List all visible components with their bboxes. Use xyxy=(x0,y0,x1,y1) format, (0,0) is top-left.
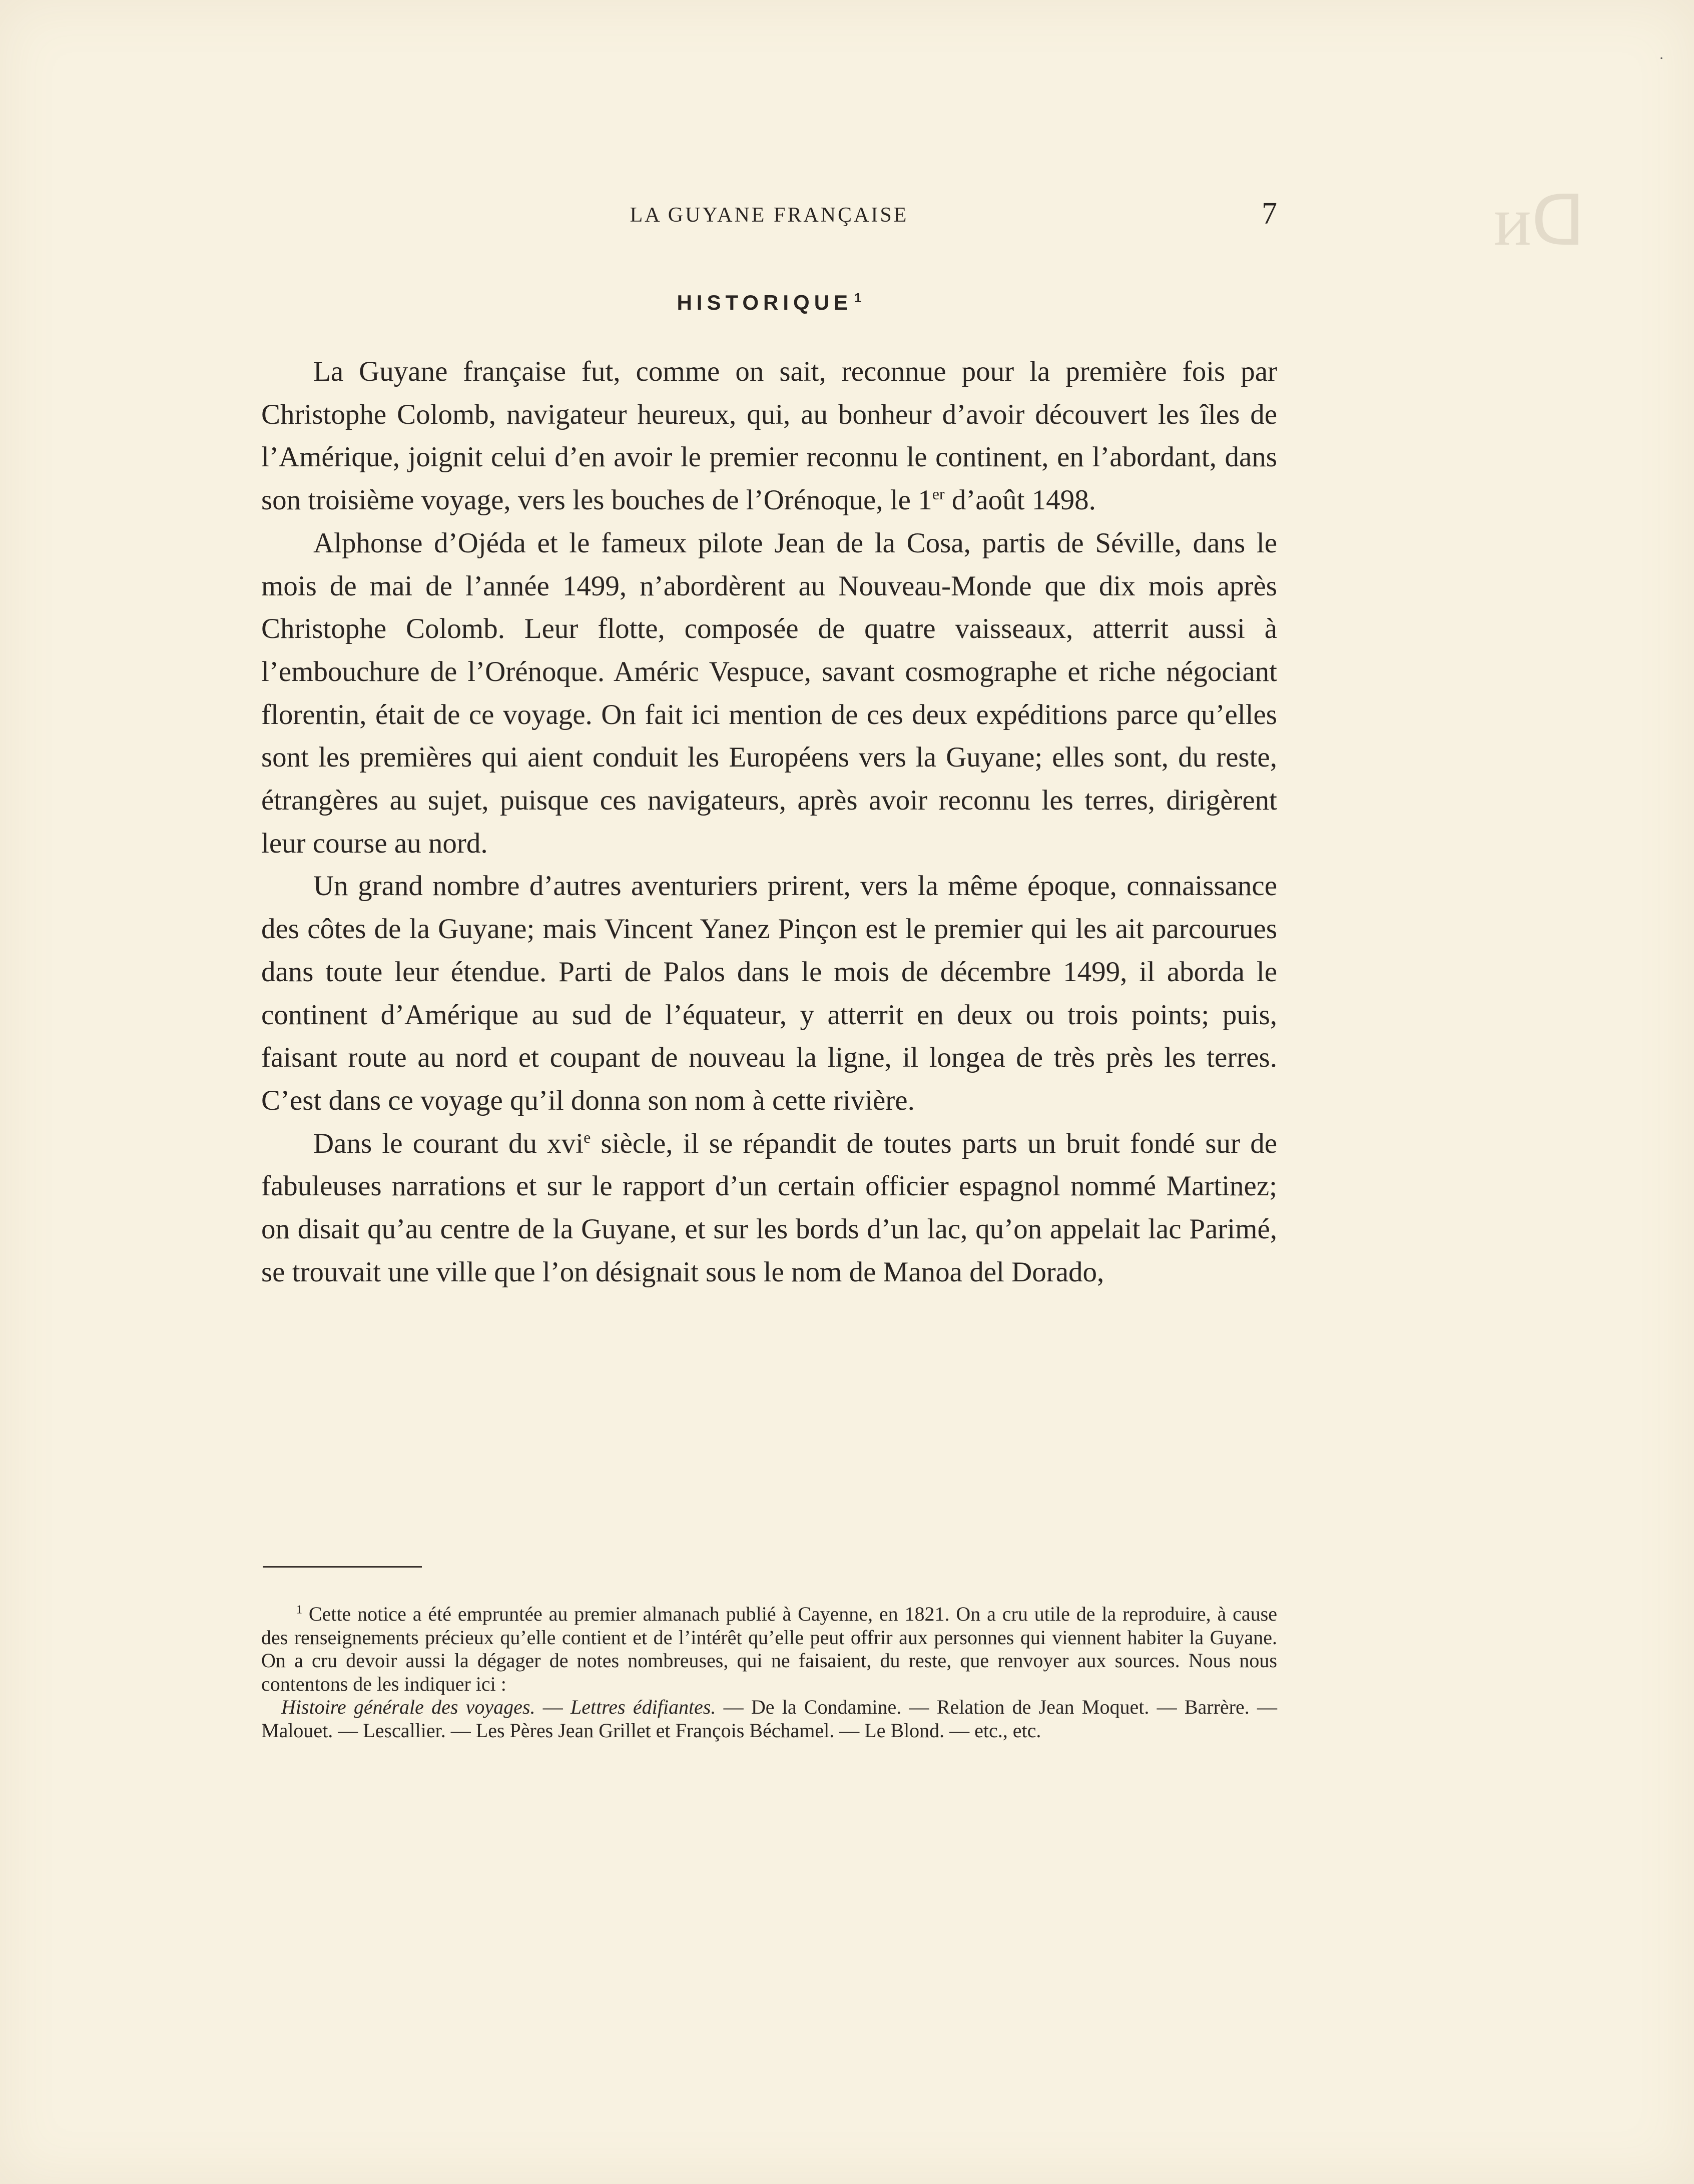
footnote-reference: 1 xyxy=(854,290,862,305)
running-title: LA GUYANE FRANÇAISE xyxy=(630,204,909,227)
show-through-bleed: ᴎᗡ xyxy=(1494,183,1585,260)
footnote-divider xyxy=(263,1566,422,1568)
section-title xyxy=(261,290,1277,315)
paragraph: Un grand nombre d’autres aventuriers prirent, vers la même époque, connaissance des côtes de la Guyane; mais Vincent Yanez Pinçon est le premier qui les ait parcourues dans toute leur étendue. Parti de Palos dans le mois de décembre 1499, il aborda le continent d’Amérique au sud de l’équateur, y atterrit en deux ou trois points; puis, faisant route au nord et coupant de nouveau la ligne, il longea de très près les terres. C’est dans ce voyage qu’il donna son nom à cette rivière. xyxy=(261,870,1277,1116)
page-number: 7 xyxy=(1262,197,1277,231)
footnote-mark: 1 xyxy=(296,1603,302,1617)
paragraph: Dans le courant du xvi$^e$ siècle, il se répandit de toutes parts un bruit fondé sur de fabuleuses narrations et sur le rapport d’un certain officier espagnol nommé Martinez; on disait qu’au centre de la Guyane, et sur les bords d’un lac, qu’on appelait lac Parimé, se trouvait une ville que l’on désignait sous le nom de Manoa del Dorado, xyxy=(261,1127,1277,1288)
running-head xyxy=(261,197,1277,235)
source-title: Histoire générale des voyages. xyxy=(281,1696,535,1718)
footnote-text: $^1$ Cette notice a été empruntée au premier almanach publié à Cayenne, en 1821. On a cru utile de la reproduire, à cause des renseignements précieux qu’elle contient et de l’intérêt qu’elle peut offrir aux personnes qui viennent habiter la Guyane. On a cru devoir aussi la dégager de notes nombreuses, qui ne faisaient, du reste, que renvoyer aux sources. Nous nous contentons de les indiquer ici : xyxy=(261,1603,1278,1695)
scan-speck: · xyxy=(1659,50,1664,67)
paragraph: Alphonse d’Ojéda et le fameux pilote Jean de la Cosa, partis de Séville, dans le mois de mai de l’année 1499, n’abordèrent au Nouveau-Monde que dix mois après Christophe Colomb. Leur flotte, composée de quatre vaisseaux, atterrit aussi à l’embouchure de l’Orénoque. Améric Vespuce, savant cosmographe et riche négociant florentin, était de ce voyage. On fait ici mention de ces deux expéditions parce qu’elles sont les premières qui aient conduit les Européens vers la Guyane; elles sont, du reste, étrangères au sujet, puisque ces navigateurs, après avoir reconnu les terres, dirigèrent leur course au nord. xyxy=(261,527,1277,859)
source-title: Lettres édifiantes. xyxy=(570,1696,716,1718)
paragraph: La Guyane française fut, comme on sait, reconnue pour la première fois par Christophe Colomb, navigateur heureux, qui, au bonheur d’avoir découvert les îles de l’Amérique, joignit celui d’en avoir le premier reconnu le continent, en l’abordant, dans son troisième voyage, vers les bouches de l’Orénoque, le 1er d’août 1498. xyxy=(261,356,1277,516)
footnote xyxy=(261,1603,1277,1742)
footnote-sources: Histoire générale des voyages. — Lettres édifiantes. — De la Condamine. — Relation de Jean Moquet. — Barrère. — Malouet. — Lescallier. — Les Pères Jean Grillet et François Béchamel. — Le Blond. — etc., etc. xyxy=(261,1696,1277,1742)
section-title-text: HISTORIQUE xyxy=(677,291,853,314)
body-text xyxy=(261,350,1277,1293)
